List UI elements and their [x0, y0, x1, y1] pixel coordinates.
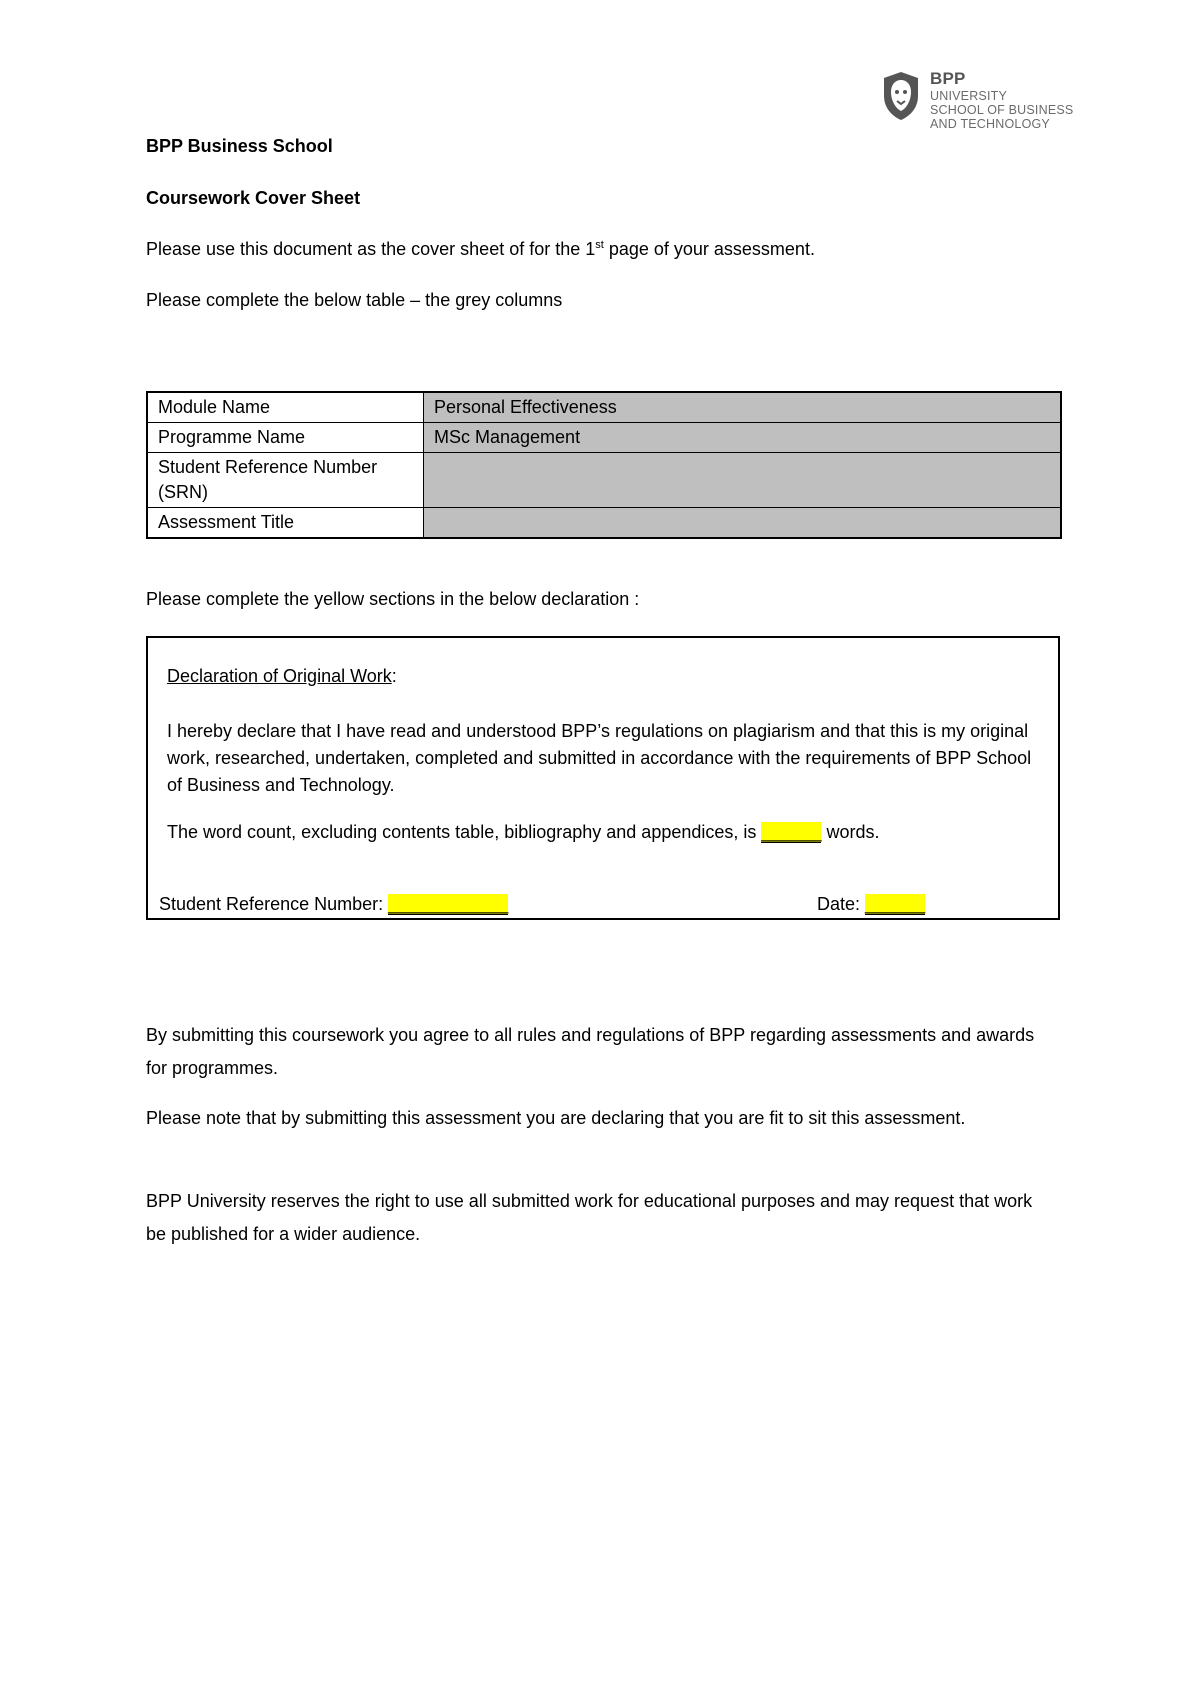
fitness-paragraph: Please note that by submitting this assessment you are declaring that you are fit to sit this assessment.	[146, 1108, 966, 1128]
page-title: Coursework Cover Sheet	[146, 188, 361, 208]
programme-name-label: Programme Name	[147, 423, 424, 453]
assessment-title-label: Assessment Title	[147, 508, 424, 539]
srn-sign-label: Student Reference Number:	[159, 894, 384, 914]
declaration-title	[167, 666, 397, 687]
declaration-title-colon: :	[391, 666, 397, 686]
table-row	[147, 392, 1061, 423]
date-field[interactable]: ______	[865, 894, 926, 914]
declaration-box	[146, 636, 1060, 920]
word-count-line	[167, 822, 880, 843]
bpp-logo	[880, 70, 1073, 131]
declaration-title-text: Declaration of Original Work	[167, 666, 392, 686]
word-count-field[interactable]: ______	[761, 822, 822, 842]
word-count-pre: The word count, excluding contents table, bibliography and appendices, is	[167, 822, 757, 842]
cover-instruction-pre: Please use this document as the cover sheet of for the 1	[146, 239, 596, 259]
module-name-field[interactable]: Personal Effectiveness	[424, 392, 1062, 423]
school-name: BPP Business School	[146, 136, 333, 156]
date-line	[817, 894, 925, 915]
table-row	[147, 453, 1061, 508]
assessment-info-table	[146, 391, 1062, 539]
cover-instruction-sup: st	[595, 239, 604, 251]
rights-paragraph: BPP University reserves the right to use all submitted work for educational purposes and may request that work be published for a wider audience.	[146, 1191, 1033, 1244]
table-instruction: Please complete the below table – the grey columns	[146, 290, 563, 310]
table-row	[147, 423, 1061, 453]
cover-instruction-post: page of your assessment.	[603, 239, 815, 259]
srn-line	[159, 894, 508, 915]
date-label: Date:	[817, 894, 861, 914]
logo-line-2: SCHOOL OF BUSINESS	[930, 103, 1074, 117]
programme-name-field[interactable]: MSc Management	[424, 423, 1062, 453]
logo-line-1: UNIVERSITY	[930, 89, 1008, 103]
declaration-instruction: Please complete the yellow sections in the below declaration :	[146, 589, 640, 609]
module-name-label: Module Name	[147, 392, 424, 423]
logo-line-3: AND TECHNOLOGY	[930, 117, 1050, 131]
srn-sign-field[interactable]: ____________	[388, 894, 509, 914]
declaration-body: I hereby declare that I have read and understood BPP’s regulations on plagiarism and that this is my original work, researched, undertaken, completed and submitted in accordance with the requirements of BPP School of Business and Technology.	[167, 721, 1032, 795]
word-count-post: words.	[826, 822, 880, 842]
table-row	[147, 508, 1061, 539]
srn-field[interactable]	[424, 453, 1062, 508]
srn-label: Student Reference Number (SRN)	[147, 453, 424, 508]
assessment-title-field[interactable]	[424, 508, 1062, 539]
logo-brand: BPP	[930, 69, 966, 88]
rules-paragraph: By submitting this coursework you agree to all rules and regulations of BPP regarding assessments and awards for programmes.	[146, 1025, 1035, 1078]
lion-shield-icon	[880, 70, 922, 122]
cover-instruction	[146, 239, 815, 260]
